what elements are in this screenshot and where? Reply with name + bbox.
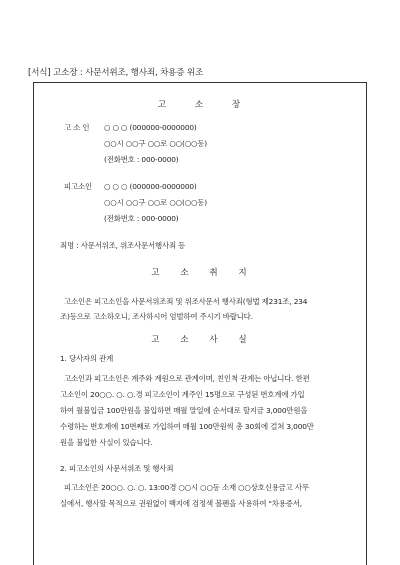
section-line: 고소인이 20○○. ○. ○.경 피고소인이 계주인 15명으로 구성된 번호계에 가입 bbox=[60, 390, 305, 399]
document-title: 고 소 장 bbox=[157, 100, 243, 110]
accused-phone: (전화번호 : 000-0000) bbox=[104, 214, 179, 223]
section-line: 하여 월불입금 100만원을 불입하면 매월 말일에 순서대로 할지금 3,000만원을 bbox=[60, 406, 308, 415]
facts-title: 고 소 사 실 bbox=[151, 335, 249, 345]
purpose-line: 고소인은 피고소인을 사문서위조죄 및 위조사문서 행사죄(형법 제231조, 234 bbox=[64, 297, 308, 306]
section-line: 고소인과 피고소인은 계주와 계원으로 관계이며, 친인척 관계는 아닙니다. 한편 bbox=[64, 374, 310, 383]
document-frame bbox=[33, 82, 367, 565]
section-heading: 2. 피고소인의 사문서위조 및 행사죄 bbox=[60, 464, 174, 473]
purpose-line: 조)등으로 고소하오니, 조사하시어 엄벌하여 주시기 바랍니다. bbox=[60, 312, 253, 321]
purpose-title: 고 소 취 지 bbox=[151, 268, 249, 278]
complainant-phone: (전화번호 : 000-0000) bbox=[104, 155, 179, 164]
accused-address: ○○시 ○○구 ○○로 ○○(○○동) bbox=[104, 198, 208, 207]
section-heading: 1. 당사자의 관계 bbox=[60, 354, 114, 363]
accused-label: 피고소인 bbox=[64, 182, 92, 191]
section-line: 수령하는 번호계에 10번째로 가입하여 매월 100만원씩 총 30회에 걸쳐 3,000만 bbox=[60, 422, 314, 431]
section-line: 피고소인은 20○○. ○. ○. 13:00경 ○○시 ○○동 소재 ○○상호신용금고 사무 bbox=[64, 483, 309, 492]
complainant-name: ○ ○ ○ (000000-0000000) bbox=[104, 123, 197, 132]
form-caption: [서식] 고소장 : 사문서위조, 행사죄, 차용증 위조 bbox=[28, 68, 204, 78]
complainant-label: 고 소 인 bbox=[64, 123, 90, 132]
accused-name: ○ ○ ○ (000000-0000000) bbox=[104, 182, 197, 191]
charges: 죄명 : 사문서위조, 위조사문서행사죄 등 bbox=[60, 241, 186, 250]
complainant-address: ○○시 ○○구 ○○로 ○○(○○동) bbox=[104, 139, 208, 148]
section-line: 실에서, 행사할 목적으로 권원없이 백지에 검정색 볼펜을 사용하여 "차용증서, bbox=[60, 499, 302, 508]
section-line: 원을 불입한 사실이 있습니다. bbox=[60, 438, 153, 447]
